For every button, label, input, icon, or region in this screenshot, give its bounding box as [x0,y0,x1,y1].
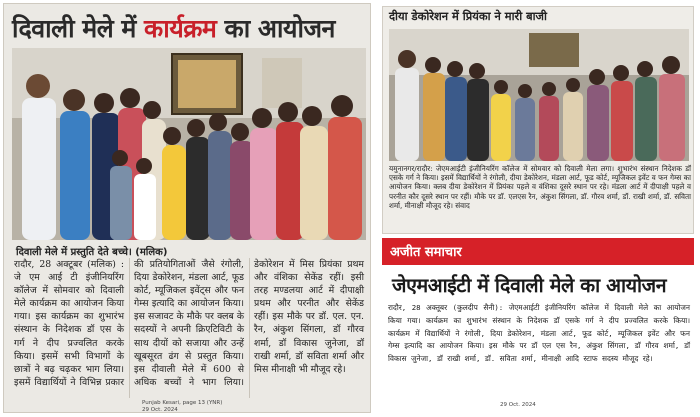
clipping-dainik [382,6,694,234]
headline-top-right: दीया डेकोरेशन में प्रियंका ने मारी बाजी [389,9,547,23]
article-body-left: रादौर, 28 अक्टूबर (मलिक) : जे एम आई टी इंजीनियरिंग कॉलेज में सोमवार को दिवाली मेले कार्यक्रम का आयोजन किया गया। इस कार्यक्रम का शुभारंभ संस्थान के निदेशक डॉ एस के गर्ग ने दीप प्रज्वलित करके किया। इसमें सभी विभागों के छात्रों ने बढ़ चढ़कर भाग लिया। इसमें विद्यार्थियों ने विभिन्न प्रकार की प्रतियोगिताओं जैसे रंगोली, दिया डेकोरेशन, मंडला आर्ट, फूड कोर्ट, म्यूजिकल इवेंट्स और फन गेम्स इत्यादि का आयोजन किया। इस सजावट के मौके पर क्लब के सदस्यों ने अपनी क्रिएटिविटी के साथ दीयों को सजाया और उन्हें खूबसूरत ढंग से प्रस्तुत किया। इस दीवाली मेले में 600 से अधिक बच्चों ने भाग लिया। डेकोरेशन में मिस प्रियंका प्रथम और वंशिका सेकेंड रहीं। इसी तरह मण्डलया आर्ट में दीपाक्षी प्रथम और परनीत और सेकेंड रहीं। इस मौके पर डॉ. एल. एन. रैन, अंकुश सिंगला, डॉ गौरव शर्मा, डॉ विकास जुनेजा, डॉ राखी शर्मा, डॉ सविता शर्मा और मिस मीनाक्षी भी मौजूद रहे। [14,259,364,388]
source-label-left [142,400,222,413]
masthead-title: अजीत समाचार [390,245,462,260]
group-photo-left-image [12,48,366,240]
masthead-bar [382,238,694,265]
article-body-bottom-right: रादौर, 28 अक्तूबर (कुलदीप सैनी): जेएमआईटी इंजीनियरिंग कॉलेज में दिवाली मेले का आयोजन किया गया। कार्यक्रम का शुभारंभ संस्थान के निदेशक डॉ एसके गर्ग ने दीप प्रज्वलित करके किया। कार्यक्रम में विद्यार्थियों ने रंगोली, दिया डेकोरेशन, मंडला आर्ट, फूड कोर्ट, म्यूजिकल इवेंट और फन गेम्स इत्यादि का आयोजन किया। इस मौके पर डॉ एल एस रैन, अंकुश सिंगला, डॉ गौरव शर्मा, डॉ विकास जुनेजा, डॉ राखी शर्मा, डॉ. सविता शर्मा, मीनाक्षी आदि स्टाफ सदस्य मौजूद रहे। [388,303,690,364]
headline-left [12,10,364,48]
clipping-ajit-samachar [382,238,694,414]
source-line-1: Punjab Kesari, page 13 (YNR) [142,400,223,406]
clipping-punjab-kesari [3,3,371,413]
headline-bottom-right: जेएमआईटी में दिवाली मेले का आयोजन [392,274,667,297]
date-label-bottom-right: 29 Oct. 2024 [500,402,536,408]
headline-left-accent: कार्यक्रम [144,14,217,43]
group-photo-top-right-image [389,29,689,161]
group-photo-left [12,48,366,240]
headline-left-part2: का आयोजन [216,14,335,43]
photo-caption-left: दिवाली मेले में प्रस्तुति देते बच्चे। (मलिक) [16,247,168,258]
source-line-2: 29 Oct. 2024 [142,406,178,413]
headline-left-part1: दिवाली मेले में [12,14,145,43]
group-photo-top-right [389,29,689,161]
article-body-top-right: यमुनानगर/रादौर: जेएमआईटी इंजीनियरिंग कॉलेज में सोमवार को दिवाली मेला लगा। शुभारंभ संस्थान निदेशक डॉ एसके गर्ग ने किया। इसमें विद्यार्थियों ने रंगोली, दीया डेकोरेशन, मंडला आर्ट, फूड कोर्ट, म्यूजिकल इवेंट व फन गेम्स का आयोजन किया। क्लब दीया डेकोरेशन में प्रियंका पहले व वंशिका दूसरे स्थान पर रहे। मंडला आर्ट में दीपाक्षी पहले व परनीत कौर दूसरे स्थान पर रहीं। मौके पर डॉ. एलएस रैन, अंकुश सिंगला, डॉ. गौरव शर्मा, डॉ. राखी शर्मा, डॉ. सविता शर्मा, मीनाक्षी मौजूद रहे। संवाद [389,164,691,210]
